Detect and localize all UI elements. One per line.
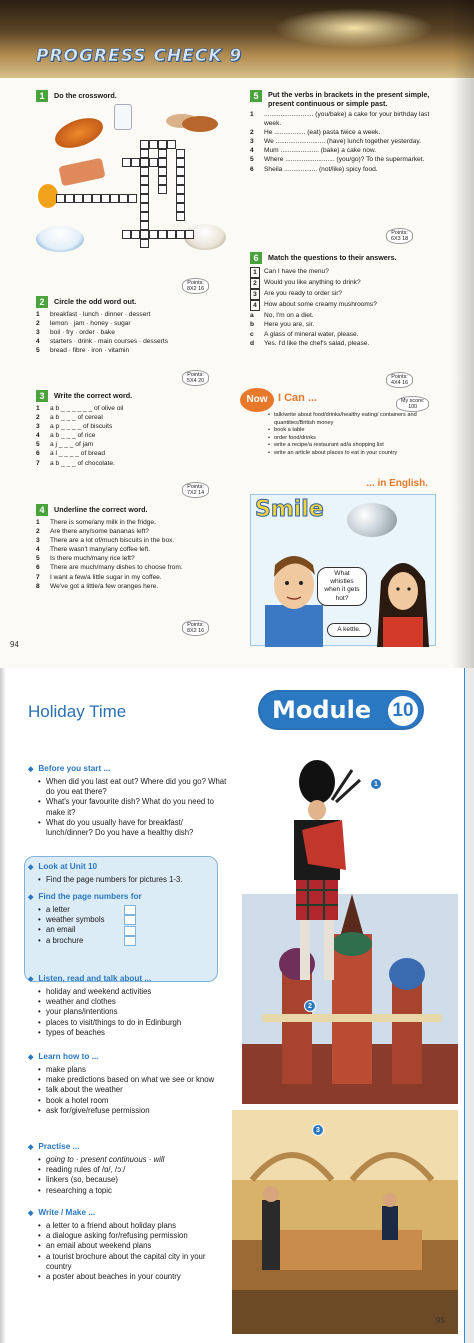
list-item: • a brochure bbox=[38, 936, 228, 946]
look-at-unit-section: ◆ Look at Unit 10 • Find the page numbers for pictures 1-3. bbox=[28, 862, 228, 885]
meat-image bbox=[58, 158, 105, 187]
answer-box[interactable] bbox=[124, 936, 136, 946]
list-item: 1 ........................... (you/bake) a cake for your birthday last week. bbox=[250, 111, 430, 128]
list-item: • make predictions based on what we see or know bbox=[38, 1075, 228, 1085]
list-item: 6 a l _ _ _ _ of bread bbox=[36, 450, 105, 458]
list-item: • write an article about places to eat in your country bbox=[268, 450, 436, 458]
now-badge: Now bbox=[240, 388, 274, 412]
list-item: b Here you are, sir. bbox=[250, 321, 315, 329]
exercise-6-points: Points: 4X4 16 bbox=[386, 372, 413, 388]
list-item: 8 We've got a little/a few oranges here. bbox=[36, 582, 159, 590]
list-item: 5 Where ........................... (you/go)? To the supermarket. bbox=[250, 156, 425, 164]
list-item: 1 breakfast · lunch · dinner · dessert bbox=[36, 311, 151, 318]
module-badge bbox=[258, 690, 424, 730]
list-item: 2 Are there any/some bananas left? bbox=[36, 528, 149, 536]
module-label: Module bbox=[272, 696, 372, 724]
list-item: 5 bread · fibre · iron · vitamin bbox=[36, 347, 130, 355]
page-number: 95 bbox=[436, 1316, 445, 1325]
list-item: • places to visit/things to do in Edinburgh bbox=[38, 1018, 228, 1028]
list-item: 5 Is there much/many rice left? bbox=[36, 555, 135, 563]
list-item: 2 lemon · jam · honey · sugar bbox=[36, 320, 131, 328]
list-item: • talk about the weather bbox=[38, 1085, 228, 1095]
list-item: • make plans bbox=[38, 1065, 228, 1075]
list-item: 2 He ................. (eat) pasta twice a week. bbox=[250, 129, 381, 137]
list-item: • going to · present continuous · will bbox=[38, 1155, 228, 1165]
list-item: • a letter to a friend about holiday plans bbox=[38, 1221, 228, 1231]
list-item: 3 Are you ready to order sir? bbox=[250, 289, 438, 300]
list-item: • a tourist brochure about the capital city in your country bbox=[38, 1252, 228, 1273]
list-item: 3 boil · fry · order · bake bbox=[36, 329, 115, 337]
listen-read-talk-section: ◆ Listen, read and talk about ... • holiday and weekend activities • weather and clothes • your plans/intentions • places to visit/things to do in Edinburgh • types of beaches bbox=[28, 974, 228, 1038]
exercise-2-points: Points: 5X4 20 bbox=[182, 370, 209, 386]
list-item: c A glass of mineral water, please. bbox=[250, 330, 359, 338]
list-item: 1 Can I have the menu? bbox=[250, 267, 438, 278]
list-item: • ask for/give/refuse permission bbox=[38, 1106, 228, 1116]
exercise-2: 2 Circle the odd word out. 1 breakfast · lunch · dinner · dessert 2 lemon · jam · honey · sugar 3 boil · fry · order · bake 4 starters · drink · main courses · desserts 5 bread · fibre · iron · vitamin bbox=[36, 296, 236, 355]
list-item: • holiday and weekend activities bbox=[38, 987, 228, 997]
answer-box[interactable] bbox=[124, 926, 136, 936]
exercise-6: 6 Match the questions to their answers. 1 Can I have the menu? 2 Would you like anything to drink? 3 Are you ready to order sir? 4 How about some creamy mushrooms? a No, I'm on a diet. b Here you are, sir. c A glass of mineral water, please. d Yes. I'd like the chef's salad, please. bbox=[250, 252, 438, 348]
exercise-1 bbox=[36, 90, 236, 102]
list-item: • linkers (so, because) bbox=[38, 1175, 228, 1185]
answer-box[interactable] bbox=[124, 915, 136, 925]
list-item: d Yes. I'd like the chef's salad, please. bbox=[250, 339, 370, 347]
list-item: 1 a b _ _ _ _ _ _ of olive oil bbox=[36, 405, 124, 412]
write-make-section: ◆ Write / Make ... • a letter to a friend about holiday plans • a dialogue asking for/refusing permission • an email about weekend plans • a tourist brochure about the capital city in your country • a poster about beaches in your country bbox=[28, 1208, 228, 1283]
exercise-title: Do the crossword. bbox=[54, 90, 117, 100]
list-item: • a letter bbox=[38, 905, 228, 915]
in-english-label: ... in English. bbox=[366, 478, 428, 489]
list-item: • an email bbox=[38, 925, 228, 935]
list-item: • your plans/intentions bbox=[38, 1007, 228, 1017]
question-bubble: What whistles when it gets hot? bbox=[317, 567, 367, 606]
list-item: 2 Would you like anything to drink? bbox=[250, 278, 438, 289]
list-item: • reading rules of /ɒ/, /ɔː/ bbox=[38, 1165, 228, 1175]
learn-how-section: ◆ Learn how to ... • make plans • make predictions based on what we see or know • talk about the weather • book a hotel room • ask for/give/refuse permission bbox=[28, 1052, 228, 1116]
photo-collage bbox=[232, 744, 458, 1334]
list-item: 3 There are a lot of/much biscuits in the box. bbox=[36, 537, 175, 545]
bagpiper-photo bbox=[272, 760, 362, 990]
photo-number-1: 1 bbox=[370, 778, 382, 790]
milk-glass-image bbox=[114, 104, 132, 130]
list-item: 3 a p _ _ _ _ of biscuits bbox=[36, 423, 113, 431]
sugar-bowl-image bbox=[36, 226, 84, 252]
bread-image bbox=[182, 116, 218, 132]
kettle-image bbox=[347, 503, 397, 537]
page-number: 94 bbox=[10, 640, 19, 649]
photo-number-2: 2 bbox=[304, 1000, 316, 1012]
list-item: 3 We ........................... (have) lunch together yesterday. bbox=[250, 138, 421, 146]
my-score-box: My score: 100 bbox=[396, 396, 429, 412]
list-item: 4 How about some creamy mushrooms? bbox=[250, 300, 438, 311]
list-item: • book a table bbox=[268, 427, 436, 435]
page-title: Holiday Time bbox=[28, 702, 127, 721]
practise-section: ◆ Practise ... • going to · present continuous · will • reading rules of /ɒ/, /ɔː/ • linkers (so, because) • researching a topic bbox=[28, 1142, 228, 1196]
pepper-image bbox=[38, 184, 58, 208]
list-item: • weather symbols bbox=[38, 915, 228, 925]
list-item: 4 a b _ _ _ of rice bbox=[36, 432, 96, 440]
list-item: • What's your favourite dish? What do you need to make it? bbox=[38, 797, 228, 818]
exercise-4-points: Points: 8X2 16 bbox=[182, 620, 209, 636]
list-item: 7 I want a few/a little sugar in my coffee. bbox=[36, 573, 162, 581]
list-item: a No, I'm on a diet. bbox=[250, 312, 314, 320]
list-item: 5 a j _ _ _ of jam bbox=[36, 441, 94, 449]
exercise-5: 5 Put the verbs in brackets in the present simple, present continuous or simple past. 1 ........................... (you/bake) a cake for your birthday last week. 2 He ................. (eat) pasta twice a week. 3 We ........................... (have) lunch together yesterday. 4 Mum ..................... (bake) a cake now. 5 Where ........................... (you/go)? To the supermarket. 6 Sheila .................. (not/like) spicy food. bbox=[250, 90, 438, 174]
module-number: 10 bbox=[386, 694, 420, 728]
answer-bubble: A kettle. bbox=[327, 623, 371, 637]
banner-image bbox=[0, 0, 474, 78]
list-item: • Find the page numbers for pictures 1-3. bbox=[38, 875, 228, 885]
exercise-5-points: Points: 6X3 18 bbox=[386, 228, 413, 244]
list-item: • researching a topic bbox=[38, 1186, 228, 1196]
list-item: • order food/drinks bbox=[268, 435, 436, 443]
list-item: 2 a b _ _ _ of cereal bbox=[36, 414, 103, 422]
list-item: • When did you last eat out? Where did you go? What do you eat there? bbox=[38, 777, 228, 798]
list-item: • types of beaches bbox=[38, 1028, 228, 1038]
progress-check-title: PROGRESS CHECK 9 bbox=[36, 46, 243, 66]
list-item: • What do you usually have for breakfast/ lunch/dinner? Do you have a healthy dish? bbox=[38, 818, 228, 839]
list-item: 6 There are much/many dishes to choose from. bbox=[36, 564, 183, 572]
photo-number-3: 3 bbox=[312, 1124, 324, 1136]
hotel-reception-photo bbox=[232, 1110, 458, 1334]
list-item: 7 a b _ _ _ of chocolate. bbox=[36, 459, 115, 467]
list-item: 4 Mum ..................... (bake) a cake now. bbox=[250, 147, 377, 155]
list-item: • talk/write about food/drinks/healthy eating/ containers and quantities/British money bbox=[268, 412, 436, 427]
progress-check-page bbox=[0, 0, 474, 668]
exercise-number: 1 bbox=[36, 90, 48, 102]
before-you-start-section: ◆ Before you start ... • When did you last eat out? Where did you go? What do you eat there? • What's your favourite dish? What do you need to make it? • What do you usually have for breakfast/ lunch/dinner? Do you have a healthy dish? bbox=[28, 764, 228, 839]
carrots-image bbox=[51, 112, 107, 154]
module-10-page bbox=[0, 668, 474, 1343]
list-item: 6 Sheila .................. (not/like) spicy food. bbox=[250, 165, 378, 173]
list-item: • book a hotel room bbox=[38, 1096, 228, 1106]
exercise-3: 3 Write the correct word. 1 a b _ _ _ _ _ _ of olive oil 2 a b _ _ _ of cereal 3 a p _ _ _ _ of biscuits 4 a b _ _ _ of rice 5 a j _ _ _ of jam 6 a l _ _ _ _ of bread 7 a b _ _ _ of chocolate. bbox=[36, 390, 236, 468]
exercise-4: 4 Underline the correct word. 1 There is some/any milk in the fridge. 2 Are there any/some bananas left? 3 There are a lot of/much biscuits in the box. 4 There wasn't many/any coffee left. 5 Is there much/many rice left? 6 There are much/many dishes to choose from. 7 I want a few/a little sugar in my coffee. 8 We've got a little/a few oranges here. bbox=[36, 504, 236, 591]
list-item: • an email about weekend plans bbox=[38, 1241, 228, 1251]
exercise-3-points: Points: 7X2 14 bbox=[182, 482, 209, 498]
list-item: 1 There is some/any milk in the fridge. bbox=[36, 519, 156, 526]
list-item: • a poster about beaches in your country bbox=[38, 1272, 228, 1282]
girl-illustration bbox=[373, 551, 433, 647]
list-item: 4 starters · drink · main courses · desserts bbox=[36, 338, 168, 346]
smile-cartoon bbox=[250, 494, 436, 646]
find-page-numbers-section: ◆ Find the page numbers for • a letter • weather symbols • an email • a brochure bbox=[28, 892, 228, 946]
list-item: • a dialogue asking for/refusing permission bbox=[38, 1231, 228, 1241]
i-can-title: I Can ... bbox=[278, 392, 318, 404]
answer-box[interactable] bbox=[124, 905, 136, 915]
list-item: • weather and clothes bbox=[38, 997, 228, 1007]
list-item: • write a recipe/a restaurant ad/a shopping list bbox=[268, 442, 436, 450]
exercise-1-points: Points: 8X2 16 bbox=[182, 278, 209, 294]
crossword-puzzle bbox=[36, 102, 236, 270]
smile-heading: Smile bbox=[255, 497, 324, 522]
list-item: 4 There wasn't many/any coffee left. bbox=[36, 546, 151, 554]
